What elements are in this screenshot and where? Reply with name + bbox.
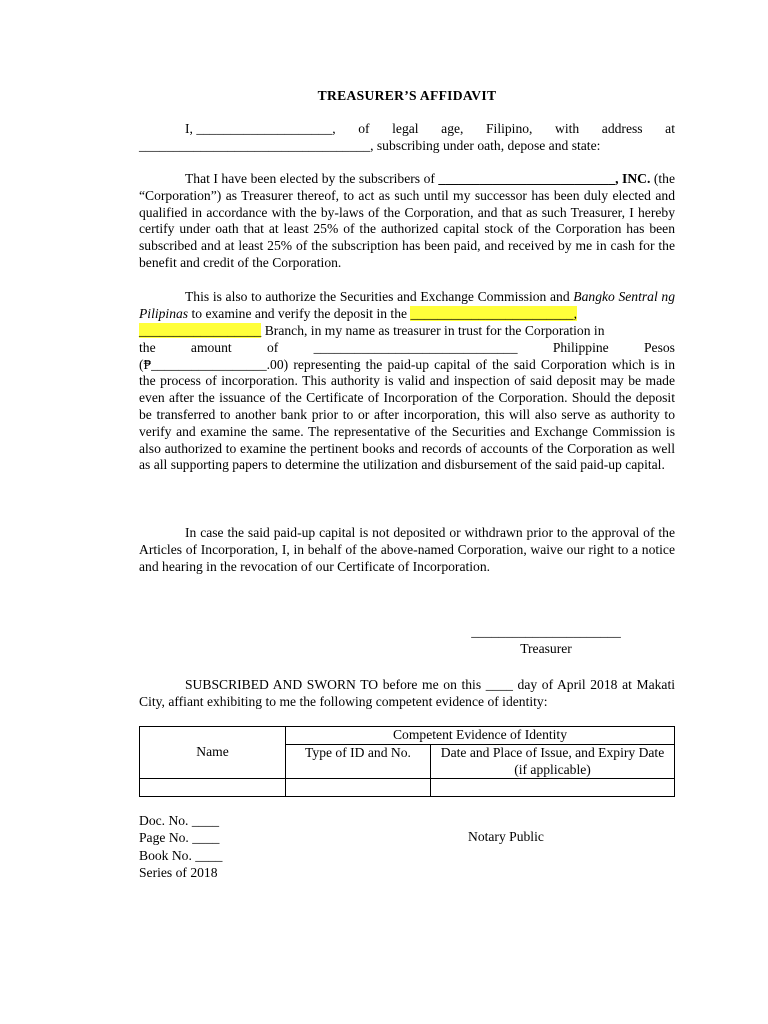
branch-blank: __________________ xyxy=(139,323,262,338)
authorization-paragraph-cont xyxy=(139,323,675,474)
address-line: __________________________________, subscribing under oath, depose and state: xyxy=(139,137,601,153)
inc-label: INC. xyxy=(622,171,651,186)
affiant-paragraph xyxy=(139,121,675,155)
word: with xyxy=(555,121,580,136)
table-cell xyxy=(286,779,431,797)
column-header-id-type: Type of ID and No. xyxy=(286,744,431,779)
corporation-name-blank: __________________________, xyxy=(438,171,619,186)
doc-number: Doc. No. ____ xyxy=(139,813,220,828)
column-header-issue-date: Date and Place of Issue, and Expiry Date (if applicable) xyxy=(431,744,675,779)
signature-line: ______________________ xyxy=(471,624,621,639)
text: (the “Corporation”) as Treasurer thereof, to act as such until my successor has been duly elected and qualified in accordance with the by-laws of the Corporation, and that as such Treasurer, I hereby certify under oath that at least 25% of the authorized capital stock of the Corporation has been subscribed and at least 25% of the subscription has been paid, and received by me in cash for the benefit and credit of the Corporation. xyxy=(139,171,675,270)
identity-evidence-table xyxy=(139,726,675,797)
waiver-paragraph: In case the said paid-up capital is not deposited or withdrawn prior to the approval of the Articles of Incorporation, I, in behalf of the above-named Corporation, waive our right to a notice and hearing in the revocation of our Certificate of Incorporation. xyxy=(139,525,675,574)
notarial-register-details xyxy=(139,812,222,882)
election-paragraph xyxy=(139,171,675,272)
page-number: Page No. ____ xyxy=(139,830,220,846)
series-year: Series of 2018 xyxy=(139,865,218,881)
authorization-paragraph xyxy=(139,289,675,323)
text: This is also to authorize the Securities and Exchange Commission and xyxy=(185,289,574,304)
word: Pesos xyxy=(644,339,675,355)
text: That I have been elected by the subscribers of xyxy=(185,171,439,186)
affiant-name-blank: I, ____________________, xyxy=(185,121,336,136)
column-group-header: Competent Evidence of Identity xyxy=(286,727,675,745)
word: of xyxy=(358,121,370,136)
text: Branch, in my name as treasurer in trust for the Corporation in xyxy=(261,323,605,338)
word: Filipino, xyxy=(486,121,533,136)
table-cell xyxy=(431,779,675,797)
jurat-paragraph: SUBSCRIBED AND SWORN TO before me on this ____ day of April 2018 at Makati City, affiant exhibiting to me the following competent evidence of identity: xyxy=(139,677,675,709)
signature-label: Treasurer xyxy=(520,640,572,656)
table-cell xyxy=(140,779,286,797)
amount-words-blank: ______________________________ xyxy=(313,339,518,355)
treasurer-signature-block xyxy=(464,624,628,658)
bank-name-blank: ________________________, xyxy=(410,305,577,321)
text: (₱_________________.00) representing the paid-up capital of the said Corporation which is in the process of incorporation. This authority is valid and inspection of said deposit may be made even after the issuance of the Certificate of Incorporation of the Corporation. Should the deposit be transferred to another bank prior to or after incorporation, this will also serve as authority to verify and examine the same. The representative of the Securities and Exchange Commission is also authorized to examine the pertinent books and records of accounts of the Corporation as well as all supporting papers to determine the utilization and disbursement of the said paid-up capital. xyxy=(139,356,675,473)
word: legal xyxy=(392,121,419,136)
document-title: TREASURER’S AFFIDAVIT xyxy=(317,88,497,103)
word: address xyxy=(601,121,643,136)
word: amount xyxy=(190,339,232,355)
word: age, xyxy=(441,121,464,136)
word: of xyxy=(266,339,279,355)
word: at xyxy=(665,121,675,136)
column-header-name: Name xyxy=(140,727,286,779)
notary-public-label: Notary Public xyxy=(468,829,544,844)
text: to examine and verify the deposit in the xyxy=(188,305,411,321)
word: Philippine xyxy=(552,339,609,355)
bank-name: Bangko Sentral ng Pilipinas xyxy=(139,289,675,321)
table-row xyxy=(140,779,675,797)
book-number: Book No. ____ xyxy=(139,847,223,863)
word: the xyxy=(139,339,156,355)
